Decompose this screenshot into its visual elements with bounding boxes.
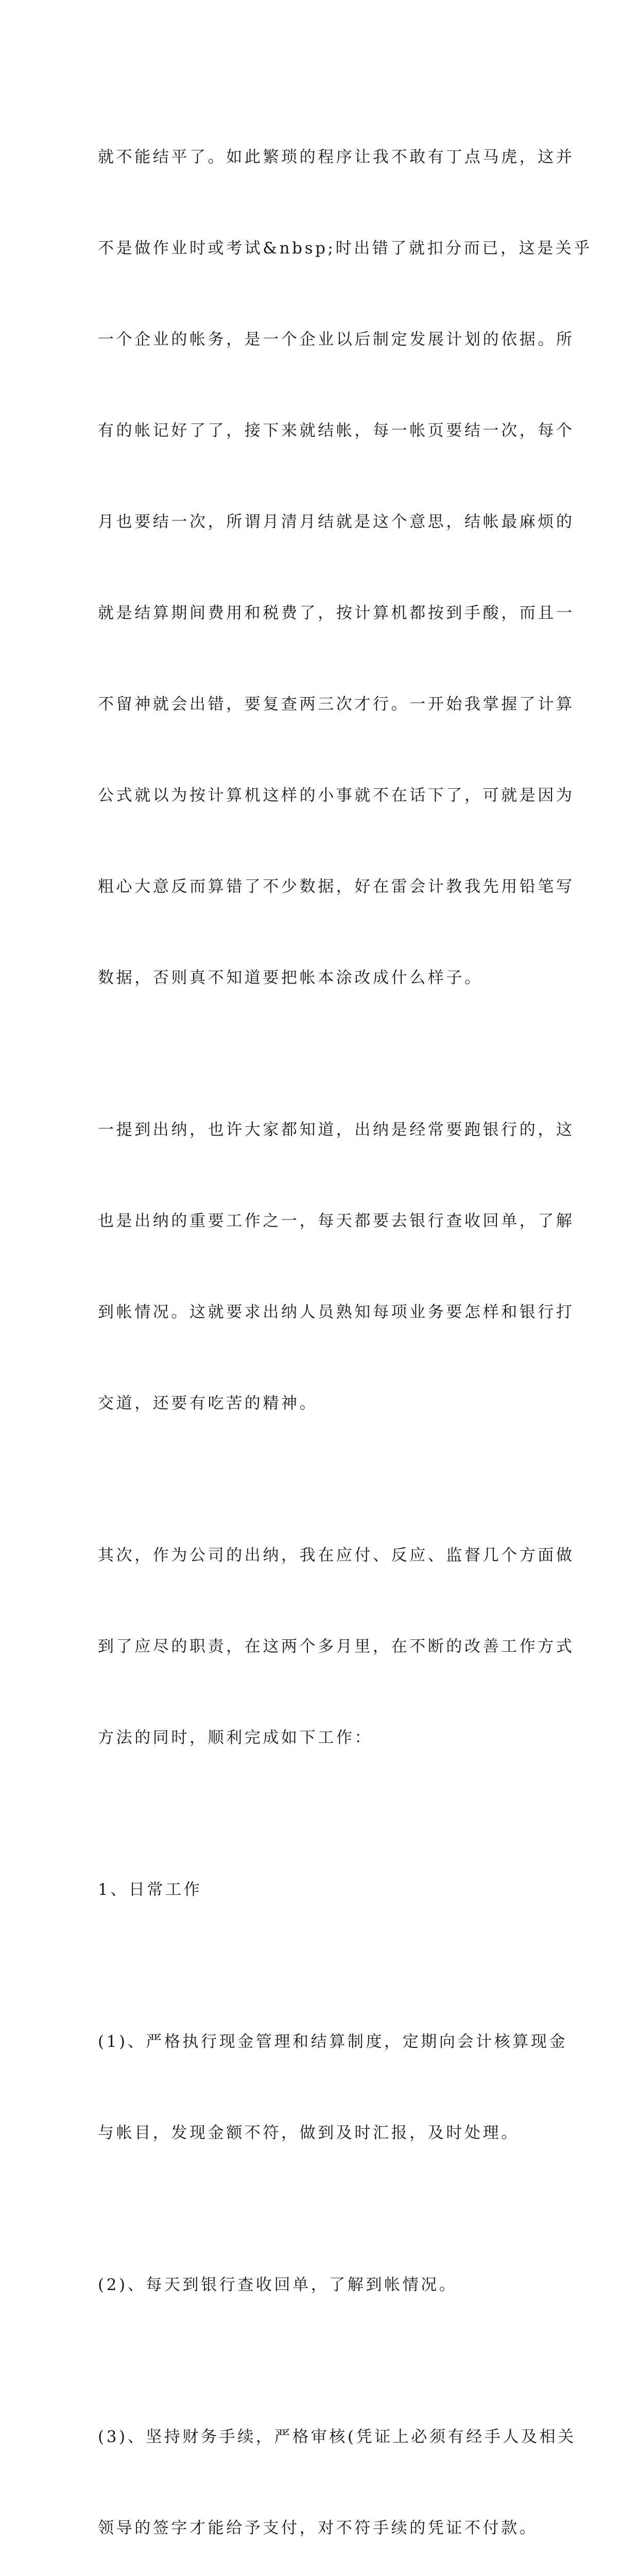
text-line: (1)、严格执行现金管理和结算制度，定期向会计核算现金	[98, 2032, 568, 2051]
text-line: 就不能结平了。如此繁琐的程序让我不敢有丁点马虎，这并	[98, 148, 575, 166]
section-heading-daily-work	[98, 1814, 546, 1966]
text-line: 到了应尽的职责，在这两个多月里，在不断的改善工作方式	[98, 1637, 575, 1656]
body-text	[98, 81, 592, 2576]
text-line: 公式就以为按计算机这样的小事就不在话下了，可就是因为	[98, 786, 575, 805]
text-line: 不是做作业时或考试&nbsp;时出错了就扣分而已，这是关乎	[98, 239, 592, 258]
paragraph-cashier-bank	[98, 1054, 575, 1480]
text-line: 1、日常工作	[98, 1880, 202, 1899]
text-line: 就是结算期间费用和税费了，按计算机都按到手酸，而且一	[98, 604, 575, 622]
text-line: 不留神就会出错，要复查两三次才行。一开始我掌握了计算	[98, 695, 575, 714]
text-line: 与帐目，发现金额不符，做到及时汇报，及时处理。	[98, 2124, 520, 2142]
text-line: 方法的同时，顺利完成如下工作：	[98, 1728, 373, 1747]
text-line: 一提到出纳，也许大家都知道，出纳是经常要跑银行的，这	[98, 1121, 575, 1139]
text-line: 粗心大意反而算错了不少数据，好在雷会计教我先用铅笔写	[98, 877, 575, 896]
list-item-2	[98, 2209, 546, 2361]
text-line: 也是出纳的重要工作之一，每天都要去银行查收回单，了解	[98, 1212, 575, 1230]
text-line: 月也要结一次，所谓月清月结就是这个意思，结帐最麻烦的	[98, 513, 575, 531]
paragraph-duties	[98, 1480, 575, 1814]
text-line: 有的帐记好了了，接下来就结帐，每一帐页要结一次，每个	[98, 421, 575, 440]
text-line: 其次，作为公司的出纳，我在应付、反应、监督几个方面做	[98, 1546, 575, 1565]
text-line: 交道，还要有吃苦的精神。	[98, 1394, 318, 1413]
list-item-3	[98, 2361, 576, 2576]
paragraph-closing-accounts	[98, 81, 592, 1054]
text-line: 一个企业的帐务，是一个企业以后制定发展计划的依据。所	[98, 330, 575, 349]
text-line: 领导的签字才能给予支付，对不符手续的凭证不付款。	[98, 2519, 538, 2537]
text-line: 到帐情况。这就要求出纳人员熟知每项业务要怎样和银行打	[98, 1303, 575, 1321]
text-line: (3)、坚持财务手续，严格审核(凭证上必须有经手人及相关	[98, 2428, 576, 2446]
list-item-1	[98, 1966, 568, 2209]
text-line: 数据，否则真不知道要把帐本涂改成什么样子。	[98, 969, 483, 987]
text-line: (2)、每天到银行查收回单，了解到帐情况。	[98, 2276, 458, 2294]
